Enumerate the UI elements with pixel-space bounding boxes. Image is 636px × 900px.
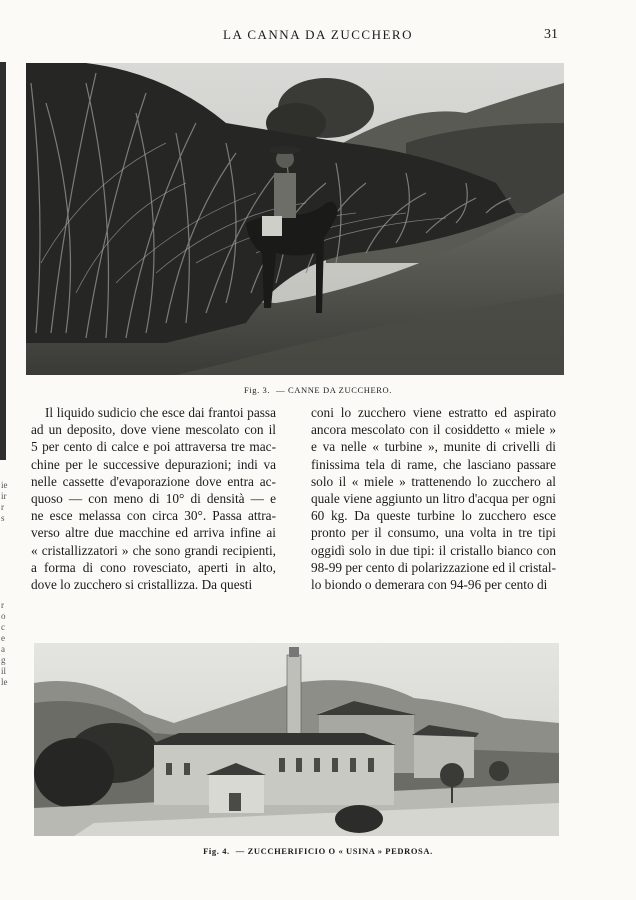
figure-3-label: Fig. 3. <box>243 385 271 395</box>
text-line: ancora mescolato con il cosiddetto « miele » <box>311 422 556 438</box>
text-line: coni lo zucchero viene estratto ed aspirato <box>311 405 556 420</box>
sugarcane-field-illustration <box>26 63 564 375</box>
text-line: solo il « miele » trattenendo lo zucchero al <box>311 473 556 489</box>
text-line: chine per le successive depurazioni; indi va <box>31 456 276 472</box>
text-line: Il liquido sudicio che esce dai frantoi passa <box>45 405 276 420</box>
text-line: ne esce melassa con circa 30°. Passa attra- <box>31 508 276 524</box>
page-number: 31 <box>544 27 558 42</box>
text-line: quale viene aggiunto un litro d'acqua per ogni <box>311 490 556 506</box>
figure-4-caption-text: — ZUCCHERIFICIO O « USINA » PEDROSA. <box>235 846 433 856</box>
text-line: 5 per cento di calce e poi attraversa tre mac- <box>31 439 276 455</box>
text-line: 60 kg. Da queste turbine lo zucchero esce <box>311 508 556 524</box>
figure-4-caption <box>0 846 636 856</box>
text-line: a forma di cono rovesciato, aperti in alto, <box>31 559 276 575</box>
running-head <box>0 27 636 47</box>
text-column-left <box>31 404 276 593</box>
text-line: oggidì solo in due tipi: il cristallo bianco con <box>311 542 556 558</box>
sugar-factory-photo <box>34 643 559 836</box>
sugarcane-field-photo <box>26 63 564 375</box>
text-line: finissima tela di rame, che lasciano passare <box>311 456 556 472</box>
figure-3-caption <box>0 385 636 395</box>
text-line: e va nelle « turbine », munite di crivelli di <box>311 439 556 455</box>
sugar-factory-illustration <box>34 643 559 836</box>
text-line: 98-99 per cento di polarizzazione ed il cristal- <box>311 559 556 575</box>
text-line: pronto per il consumo, una volta in tre tipi <box>311 525 556 541</box>
text-line: quoso — con meno di 10° di densità — e <box>31 490 276 506</box>
figure-4-label: Fig. 4. <box>203 846 230 856</box>
text-column-right <box>311 404 556 593</box>
text-line: nelle cassette d'evaporazione dove entra ac- <box>31 473 276 489</box>
facing-page-fragment: r o c e a g il le <box>1 600 8 687</box>
text-line: verso altre due macchine ed arriva infine ai <box>31 525 276 541</box>
running-title: LA CANNA DA ZUCCHERO <box>223 27 413 42</box>
facing-page-edge <box>0 62 6 460</box>
text-line: lo biondo o demerara con 94-96 per cento di <box>311 576 548 592</box>
figure-3-caption-text: — CANNE DA ZUCCHERO. <box>276 385 393 395</box>
text-line: ad un deposito, dove viene mescolato con il <box>31 422 276 438</box>
text-line: dove lo zucchero si cristallizza. Da questi <box>31 576 253 592</box>
facing-page-fragment: ie ir r s <box>1 480 8 523</box>
text-line: « cristallizzatori » che sono grandi recipienti, <box>31 542 276 558</box>
